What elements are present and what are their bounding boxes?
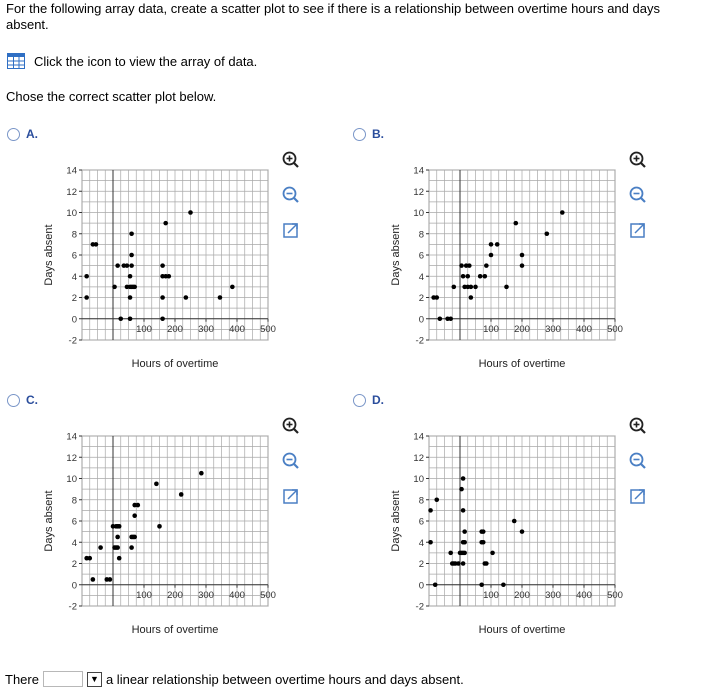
y-tick-label: 2	[418, 293, 424, 304]
y-tick-label: 14	[66, 165, 77, 177]
data-point	[115, 545, 120, 550]
data-point	[448, 551, 453, 556]
y-tick-label: 0	[71, 580, 77, 592]
data-point	[91, 577, 96, 582]
data-point	[132, 513, 137, 518]
y-tick-label: -2	[415, 335, 424, 347]
data-point	[469, 295, 474, 300]
chart-b-tools	[628, 150, 648, 240]
option-d[interactable]	[353, 393, 384, 407]
data-point	[179, 492, 184, 497]
data-point	[448, 316, 453, 321]
data-point	[473, 285, 478, 290]
data-point	[481, 540, 486, 545]
scatter-plot-d	[387, 426, 627, 644]
data-point	[490, 551, 495, 556]
y-axis-label: Days absent	[390, 490, 402, 552]
scatter-svg	[40, 426, 280, 641]
x-tick-label: 400	[229, 323, 245, 335]
y-tick-label: 6	[418, 516, 424, 528]
data-point	[128, 295, 133, 300]
zoom-out-icon[interactable]	[628, 451, 648, 471]
scatter-plot-b	[387, 160, 627, 378]
data-point	[117, 556, 122, 561]
y-tick-label: 10	[413, 474, 424, 485]
x-tick-label: 300	[198, 323, 214, 335]
data-point	[230, 285, 235, 290]
zoom-in-icon[interactable]	[281, 150, 301, 170]
y-tick-label: 10	[66, 208, 77, 219]
table-icon[interactable]	[7, 53, 25, 69]
y-axis-label: Days absent	[43, 490, 55, 552]
y-tick-label: 12	[66, 186, 77, 198]
option-c[interactable]	[7, 393, 38, 407]
data-point	[118, 316, 123, 321]
data-point	[199, 471, 204, 476]
data-point	[428, 508, 433, 513]
x-tick-label: 100	[483, 323, 499, 335]
y-tick-label: 4	[71, 271, 77, 283]
expand-icon[interactable]	[281, 486, 301, 506]
zoom-out-icon[interactable]	[281, 185, 301, 205]
data-point	[154, 482, 159, 487]
x-axis-label: Hours of overtime	[478, 624, 566, 636]
data-point	[157, 524, 162, 529]
data-point	[520, 263, 525, 268]
data-point	[545, 231, 550, 236]
data-point	[461, 508, 466, 513]
option-a-label: A.	[26, 127, 38, 141]
option-c-radio[interactable]	[7, 394, 20, 407]
data-point	[167, 274, 172, 279]
data-point	[560, 210, 565, 215]
x-tick-label: 100	[136, 323, 152, 335]
option-c-label: C.	[26, 393, 38, 407]
data-point	[434, 497, 439, 502]
data-point	[160, 263, 165, 268]
data-point	[461, 476, 466, 481]
option-b[interactable]	[353, 127, 384, 141]
data-point	[129, 263, 134, 268]
view-data-text: Click the icon to view the array of data.	[34, 53, 258, 69]
data-point	[112, 285, 117, 290]
y-tick-label: -2	[68, 601, 77, 613]
view-data-link[interactable]	[7, 53, 257, 69]
data-point	[520, 253, 525, 258]
data-point	[484, 561, 489, 566]
dropdown-arrow-icon[interactable]: ▼	[87, 672, 102, 687]
scatter-svg	[387, 160, 627, 375]
y-tick-label: 12	[66, 452, 77, 464]
data-point	[129, 231, 134, 236]
data-point	[514, 221, 519, 226]
x-tick-label: 100	[483, 589, 499, 601]
x-tick-label: 200	[514, 323, 530, 335]
y-tick-label: 14	[66, 431, 77, 443]
data-point	[484, 263, 489, 268]
y-tick-label: 8	[418, 495, 424, 507]
y-tick-label: 4	[418, 271, 424, 283]
option-b-label: B.	[372, 127, 384, 141]
x-tick-label: 400	[576, 323, 592, 335]
y-tick-label: 14	[413, 431, 424, 443]
data-point	[456, 561, 461, 566]
x-tick-label: 400	[229, 589, 245, 601]
data-point	[462, 529, 467, 534]
chart-d-tools	[628, 416, 648, 506]
x-tick-label: 500	[260, 323, 276, 335]
x-tick-label: 500	[260, 589, 276, 601]
y-axis-label: Days absent	[390, 224, 402, 286]
answer-suffix: a linear relationship between overtime hours and days absent.	[105, 671, 464, 687]
expand-icon[interactable]	[628, 220, 648, 240]
data-point	[483, 274, 488, 279]
data-point	[501, 582, 506, 587]
data-point	[218, 295, 223, 300]
option-d-label: D.	[372, 393, 384, 407]
option-d-radio[interactable]	[353, 394, 366, 407]
answer-prefix: There	[5, 671, 39, 687]
data-point	[115, 263, 120, 268]
data-point	[84, 274, 89, 279]
y-tick-label: 10	[66, 474, 77, 485]
x-tick-label: 500	[607, 589, 623, 601]
data-point	[504, 285, 509, 290]
data-point	[188, 210, 193, 215]
option-b-radio[interactable]	[353, 128, 366, 141]
data-point	[462, 540, 467, 545]
data-point	[465, 274, 470, 279]
y-tick-label: -2	[68, 335, 77, 347]
y-axis-label: Days absent	[43, 224, 55, 286]
data-point	[117, 524, 122, 529]
y-tick-label: 4	[418, 537, 424, 549]
scatter-svg	[40, 160, 280, 375]
y-tick-label: 14	[413, 165, 424, 177]
expand-icon[interactable]	[281, 220, 301, 240]
x-tick-label: 200	[167, 323, 183, 335]
zoom-out-icon[interactable]	[281, 451, 301, 471]
zoom-in-icon[interactable]	[281, 416, 301, 436]
data-point	[479, 582, 484, 587]
data-point	[495, 242, 500, 247]
data-point	[428, 540, 433, 545]
data-point	[478, 274, 483, 279]
y-tick-label: 10	[413, 208, 424, 219]
answer-sentence	[5, 671, 464, 687]
data-point	[520, 529, 525, 534]
zoom-in-icon[interactable]	[628, 150, 648, 170]
x-tick-label: 200	[514, 589, 530, 601]
data-point	[160, 295, 165, 300]
y-tick-label: 12	[413, 186, 424, 198]
data-point	[115, 535, 120, 540]
x-tick-label: 300	[198, 589, 214, 601]
y-tick-label: 6	[71, 516, 77, 528]
instruction-text: Chose the correct scatter plot below.	[6, 89, 217, 104]
scatter-svg	[387, 426, 627, 641]
data-point	[163, 221, 168, 226]
scatter-plot-c	[40, 426, 280, 644]
data-point	[467, 263, 472, 268]
chart-c-tools	[281, 416, 301, 506]
y-tick-label: 0	[418, 580, 424, 592]
data-point	[136, 503, 141, 508]
data-point	[469, 285, 474, 290]
y-tick-label: 8	[71, 495, 77, 507]
data-point	[512, 519, 517, 524]
data-point	[489, 242, 494, 247]
option-a[interactable]	[7, 127, 38, 141]
data-point	[434, 295, 439, 300]
data-point	[94, 242, 99, 247]
data-point	[461, 561, 466, 566]
scatter-plot-a	[40, 160, 280, 378]
data-point	[132, 285, 137, 290]
data-point	[129, 545, 134, 550]
data-point	[132, 535, 137, 540]
option-a-radio[interactable]	[7, 128, 20, 141]
data-point	[438, 316, 443, 321]
x-axis-label: Hours of overtime	[131, 624, 219, 636]
data-point	[129, 253, 134, 258]
zoom-out-icon[interactable]	[628, 185, 648, 205]
data-point	[433, 582, 438, 587]
chart-a-tools	[281, 150, 301, 240]
data-point	[128, 274, 133, 279]
data-point	[125, 263, 130, 268]
y-tick-label: 4	[71, 537, 77, 549]
data-point	[98, 545, 103, 550]
y-tick-label: 6	[418, 250, 424, 262]
data-point	[489, 253, 494, 258]
data-point	[452, 285, 457, 290]
data-point	[459, 263, 464, 268]
y-tick-label: 2	[418, 559, 424, 570]
data-point	[84, 295, 89, 300]
y-tick-label: 8	[418, 229, 424, 241]
data-point	[462, 551, 467, 556]
x-axis-label: Hours of overtime	[131, 358, 219, 370]
y-tick-label: 2	[71, 559, 77, 570]
y-tick-label: 2	[71, 293, 77, 304]
y-tick-label: 6	[71, 250, 77, 262]
zoom-in-icon[interactable]	[628, 416, 648, 436]
data-point	[160, 316, 165, 321]
x-tick-label: 500	[607, 323, 623, 335]
x-tick-label: 100	[136, 589, 152, 601]
expand-icon[interactable]	[628, 486, 648, 506]
y-tick-label: 0	[71, 314, 77, 326]
question-text: For the following array data, create a scatter plot to see if there is a relationship between overtime hours and days absent.	[6, 1, 660, 32]
y-tick-label: -2	[415, 601, 424, 613]
data-point	[184, 295, 189, 300]
y-tick-label: 8	[71, 229, 77, 241]
y-tick-label: 12	[413, 452, 424, 464]
x-tick-label: 300	[545, 323, 561, 335]
x-tick-label: 200	[167, 589, 183, 601]
data-point	[128, 316, 133, 321]
data-point	[481, 529, 486, 534]
y-tick-label: 0	[418, 314, 424, 326]
data-point	[87, 556, 92, 561]
data-point	[108, 577, 113, 582]
x-tick-label: 400	[576, 589, 592, 601]
data-point	[459, 487, 464, 492]
relationship-dropdown[interactable]	[43, 671, 83, 687]
x-tick-label: 300	[545, 589, 561, 601]
x-axis-label: Hours of overtime	[478, 358, 566, 370]
data-point	[461, 274, 466, 279]
